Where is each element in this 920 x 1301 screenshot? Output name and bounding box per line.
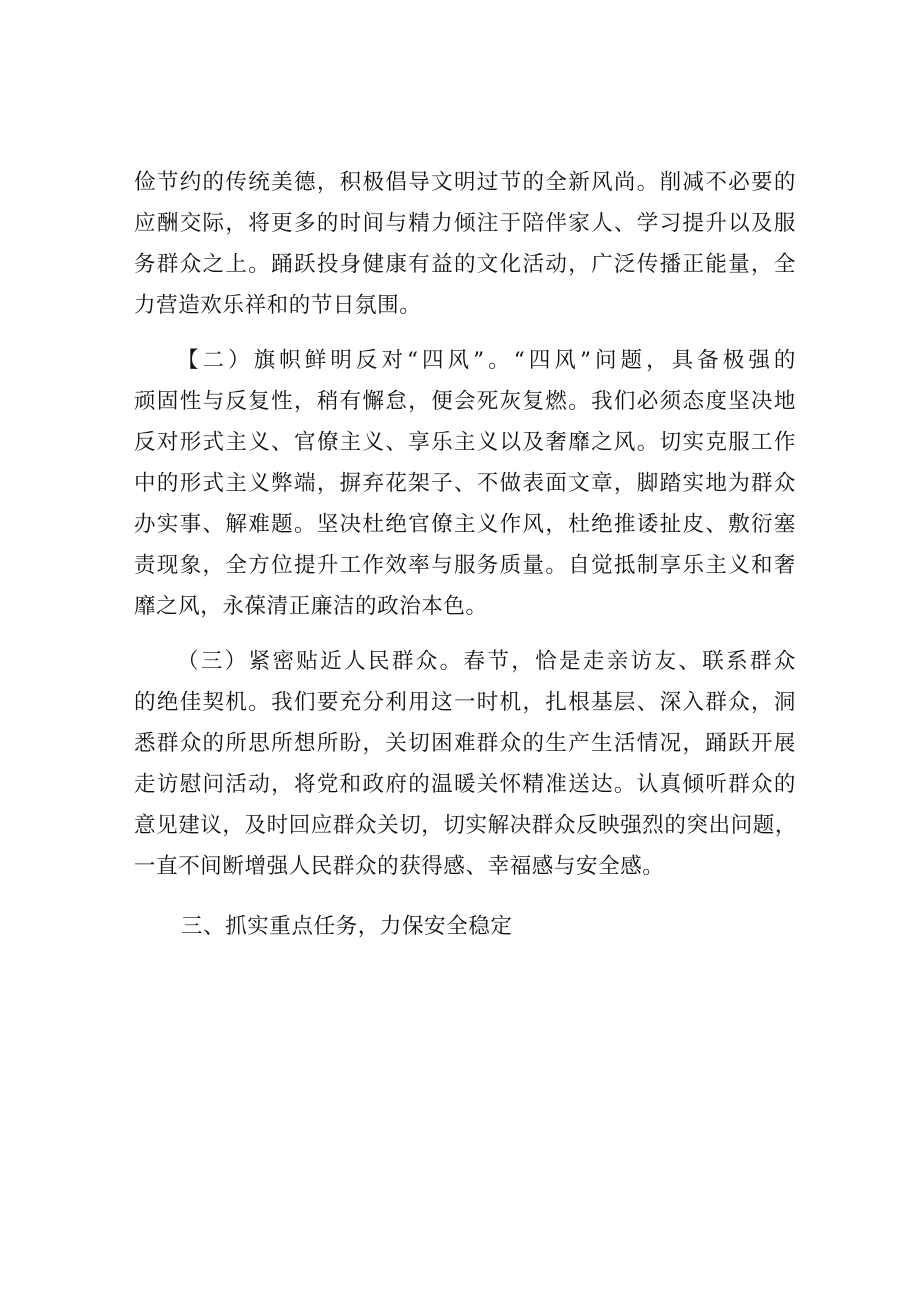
- paragraph-line: 【二）旗帜鲜明反对“四风”。“四风”问题，具备极强的: [177, 348, 796, 373]
- paragraph-line: 的绝佳契机。我们要充分利用这一时机，扎根基层、深入群众，洞: [134, 690, 796, 715]
- paragraph-close-to-people: [134, 641, 796, 887]
- paragraph-line: 走访慰问活动，将党和政府的温暖关怀精准送达。认真倾听群众的: [134, 772, 796, 797]
- paragraph-line: 责现象，全方位提升工作效率与服务质量。自觉抵制享乐主义和奢: [134, 553, 796, 578]
- paragraph-line: 俭节约的传统美德，积极倡导文明过节的全新风尚。削减不必要的: [134, 170, 796, 195]
- paragraph-frugality: [134, 162, 796, 326]
- paragraph-line: 意见建议，及时回应群众关切，切实解决群众反映强烈的突出问题，: [134, 813, 798, 838]
- paragraph-line: 反对形式主义、官僚主义、享乐主义以及奢靡之风。切实克服工作: [134, 430, 796, 455]
- paragraph-line: （三）紧密贴近人民群众。春节，恰是走亲访友、联系群众: [177, 649, 796, 674]
- paragraph-line: 顽固性与反复性，稍有懈怠，便会死灰复燃。我们必须态度坚决地: [134, 389, 796, 414]
- paragraph-oppose-four-winds: [134, 340, 796, 627]
- paragraph-line: 应酬交际，将更多的时间与精力倾注于陪伴家人、学习提升以及服: [134, 211, 796, 236]
- paragraph-line: 务群众之上。踊跃投身健康有益的文化活动，广泛传播正能量，全: [134, 252, 796, 277]
- paragraph-line: 办实事、解难题。坚决杜绝官僚主义作风，杜绝推诿扯皮、敷衍塞: [134, 512, 796, 537]
- section-heading: 三、抓实重点任务，力保安全稳定: [181, 914, 513, 939]
- paragraph-line: 中的形式主义弊端，摒弃花架子、不做表面文章，脚踏实地为群众: [134, 471, 796, 496]
- paragraph-line: 悉群众的所思所想所盼，关切困难群众的生产生活情况，踊跃开展: [134, 731, 796, 756]
- paragraph-line: 靡之风，永葆清正廉洁的政治本色。: [134, 594, 488, 619]
- paragraph-line: 力营造欢乐祥和的节日氛围。: [134, 293, 422, 318]
- paragraph-line: 一直不间断增强人民群众的获得感、幸福感与安全感。: [134, 854, 665, 879]
